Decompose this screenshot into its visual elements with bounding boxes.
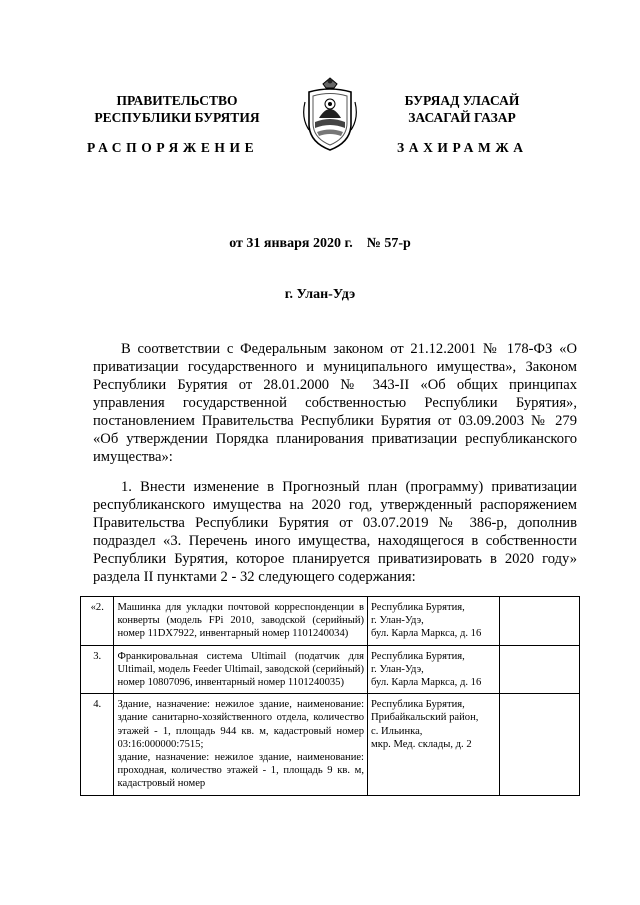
table-row: [81, 645, 580, 694]
row-extra-cell: [499, 645, 579, 694]
row-description: Машинка для укладки почтовой корреспонденции в конверты (модель FPi 2010, заводской (серийный) номер 11DX7922, инвентарный номер 1101240034): [114, 597, 368, 646]
date-and-number: [0, 236, 640, 252]
city: г. Улан-Удэ: [284, 287, 356, 302]
row-description: [114, 694, 368, 795]
table-row: [81, 694, 580, 795]
address-line: бул. Карла Маркса, д. 16: [371, 628, 482, 640]
address-line: Прибайкальский район,: [371, 712, 479, 724]
description-line: здание, назначение: нежилое здание, наименование: проходная, количество этажей - 1, площадь 9 кв. м, кадастровый номер: [117, 752, 365, 790]
document-type-russian: РАСПОРЯЖЕНИЕ: [87, 140, 259, 155]
address-line: Республика Бурятия,: [371, 699, 465, 711]
buryatia-coat-of-arms-icon: [297, 72, 363, 154]
row-address: [368, 597, 500, 646]
government-title-buryat: [366, 92, 558, 126]
order-date: от 31 января 2020 г.: [229, 236, 353, 251]
address-line: мкр. Мед. склады, д. 2: [371, 738, 472, 750]
government-title-line-1: ПРАВИТЕЛЬСТВО: [116, 93, 238, 108]
address-line: г. Улан-Удэ,: [371, 615, 424, 627]
government-title-line-2: РЕСПУБЛИКИ БУРЯТИЯ: [94, 110, 260, 125]
government-title-russian: [86, 92, 268, 126]
government-title-buryat-line-1: БУРЯАД УЛАСАЙ: [404, 93, 520, 108]
address-line: бул. Карла Маркса, д. 16: [371, 677, 482, 689]
row-address: [368, 694, 500, 795]
row-number: 3.: [81, 645, 114, 694]
document-type-buryat: ЗАХИРАМЖА: [397, 140, 528, 155]
row-description: Франкировальная система Ultimail (податчик для Ultimail, модель Feeder Ultimail, заводской (серийный) номер 10807096, инвентарный номер 1101240035): [114, 645, 368, 694]
address-line: с. Ильинка,: [371, 725, 423, 737]
row-number: 4.: [81, 694, 114, 795]
address-line: Республика Бурятия,: [371, 602, 465, 613]
address-line: Республика Бурятия,: [371, 650, 465, 662]
row-number: «2.: [81, 597, 114, 646]
address-line: г. Улан-Удэ,: [371, 663, 424, 675]
order-number: № 57-р: [366, 236, 411, 251]
description-line: Здание, назначение: нежилое здание, наименование: здание санитарно-хозяйственного отдела, количество этажей - 1, площадь 944 кв. м, кадастровый номер 03:16:000000:7515;: [117, 699, 365, 750]
row-extra-cell: [499, 694, 579, 795]
row-address: [368, 645, 500, 694]
preamble-paragraph: В соответствии с Федеральным законом от 21.12.2001 № 178-ФЗ «О приватизации государственного и муниципального имущества», Законом Республики Бурятия от 28.01.2000 № 343-II «Об общих принципах управления государственной собственностью Республики Бурятия», постановлением Правительства Республики Бурятия от 03.09.2003 № 279 «Об утверждении Порядка планирования приватизации республиканского имущества»:: [93, 341, 577, 465]
property-table: [80, 596, 580, 796]
row-extra-cell: [499, 597, 579, 646]
government-title-buryat-line-2: ЗАСАГАЙ ГАЗАР: [408, 110, 516, 125]
clause-1-paragraph: 1. Внести изменение в Прогнозный план (программу) приватизации республиканского имущества на 2020 год, утвержденный распоряжением Правительства Республики Бурятия от 03.07.2019 № 386-р, дополнив подраздел «3. Перечень иного имущества, находящегося в собственности Республики Бурятия, которое планируется приватизировать в 2020 году» раздела II пунктами 2 - 32 следующего содержания:: [93, 479, 577, 585]
table-row: [81, 597, 580, 646]
